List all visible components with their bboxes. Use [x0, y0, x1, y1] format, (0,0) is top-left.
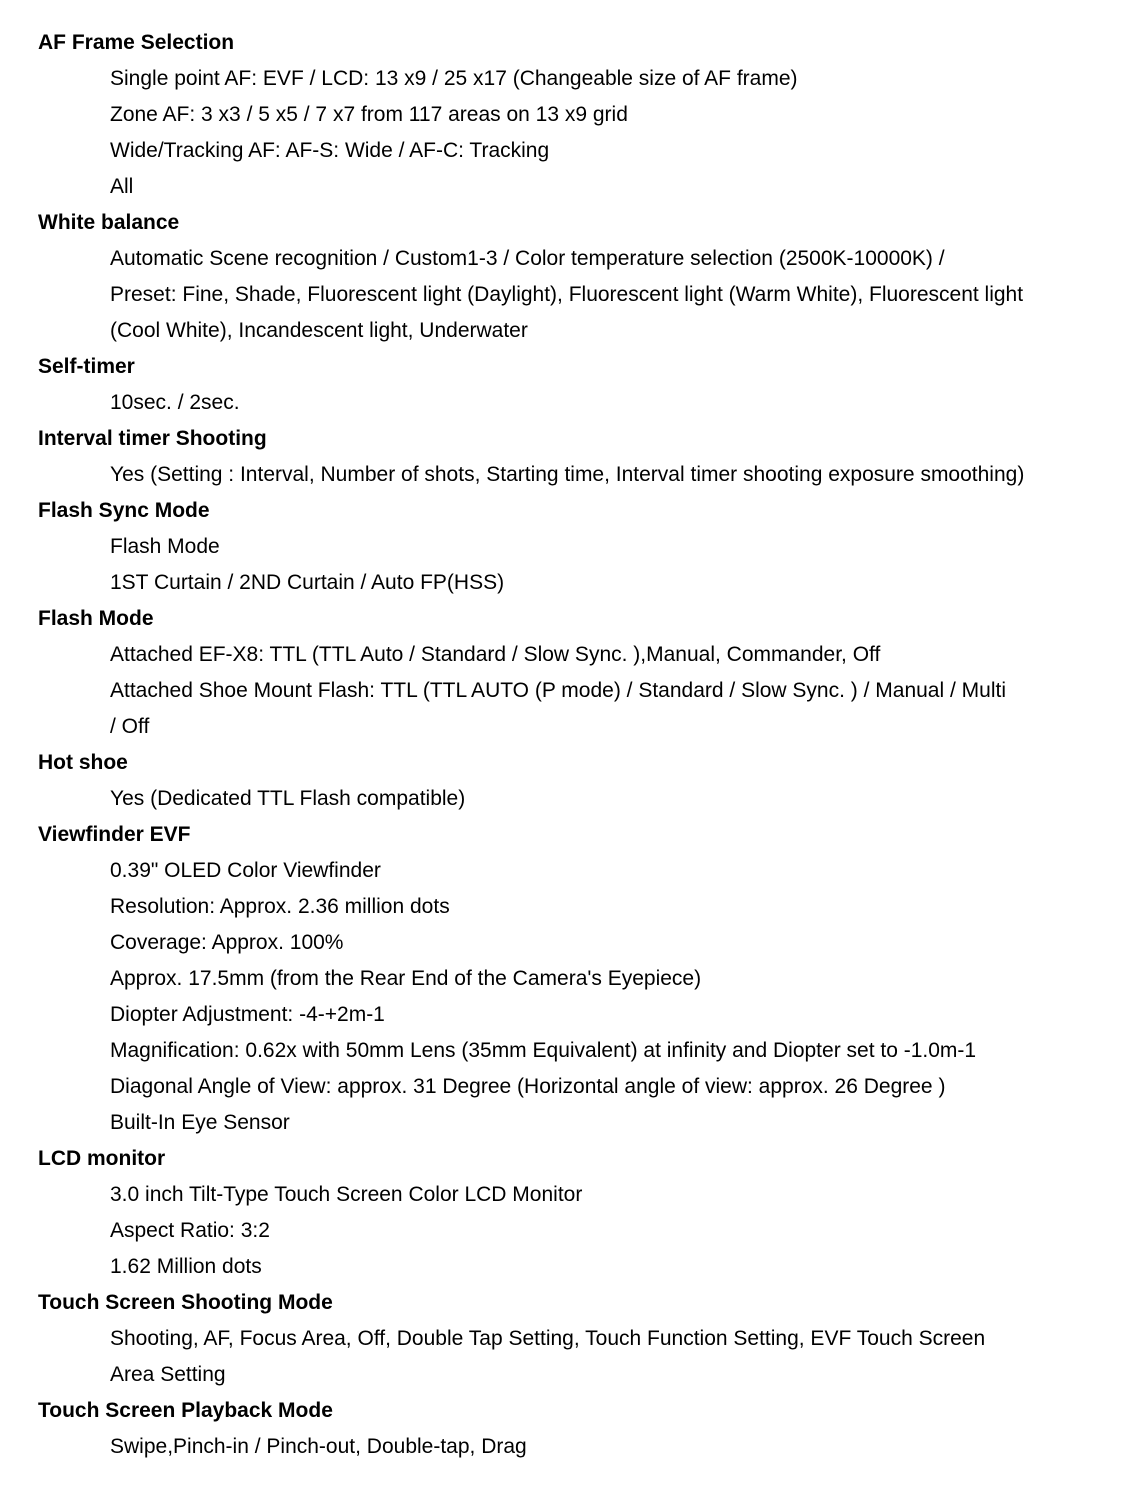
section-line: Attached Shoe Mount Flash: TTL (TTL AUTO (P mode) / Standard / Slow Sync. ) / Manual / Multi: [110, 679, 1006, 702]
section-line: Coverage: Approx. 100%: [110, 931, 344, 954]
spec-document: [38, 25, 1098, 1465]
spec-section-white-balance: [38, 205, 1098, 349]
section-line: Resolution: Approx. 2.36 million dots: [110, 895, 450, 918]
section-line: 0.39" OLED Color Viewfinder: [110, 859, 381, 882]
section-line: Area Setting: [110, 1363, 226, 1386]
section-heading: Touch Screen Shooting Mode: [38, 1291, 333, 1314]
section-heading: LCD monitor: [38, 1147, 166, 1170]
section-line: 1ST Curtain / 2ND Curtain / Auto FP(HSS): [110, 571, 505, 594]
section-heading: Hot shoe: [38, 751, 128, 774]
section-line: 3.0 inch Tilt-Type Touch Screen Color LCD Monitor: [110, 1183, 583, 1206]
spec-section-af-frame-selection: [38, 25, 1098, 205]
section-heading: Flash Mode: [38, 607, 154, 630]
section-line: Zone AF: 3 x3 / 5 x5 / 7 x7 from 117 areas on 13 x9 grid: [110, 103, 628, 126]
section-heading: Self-timer: [38, 355, 135, 378]
spec-section-hot-shoe: [38, 745, 1098, 817]
section-line: Swipe,Pinch-in / Pinch-out, Double-tap, Drag: [110, 1435, 527, 1458]
section-line: (Cool White), Incandescent light, Underwater: [110, 319, 528, 342]
section-line: Approx. 17.5mm (from the Rear End of the Camera's Eyepiece): [110, 967, 702, 990]
spec-section-lcd-monitor: [38, 1141, 1098, 1285]
section-heading: Viewfinder EVF: [38, 823, 191, 846]
section-heading: AF Frame Selection: [38, 31, 235, 54]
section-line: Aspect Ratio: 3:2: [110, 1219, 270, 1242]
spec-section-self-timer: [38, 349, 1098, 421]
section-line: Single point AF: EVF / LCD: 13 x9 / 25 x17 (Changeable size of AF frame): [110, 67, 798, 90]
section-heading: Interval timer Shooting: [38, 427, 267, 450]
spec-section-flash-sync-mode: [38, 493, 1098, 601]
section-line: Automatic Scene recognition / Custom1-3 / Color temperature selection (2500K-10000K) /: [110, 247, 945, 270]
section-line: 10sec. / 2sec.: [110, 391, 240, 414]
section-line: Attached EF-X8: TTL (TTL Auto / Standard / Slow Sync. ),Manual, Commander, Off: [110, 643, 881, 666]
section-line: Shooting, AF, Focus Area, Off, Double Tap Setting, Touch Function Setting, EVF Touch Screen: [110, 1327, 986, 1350]
section-line: Flash Mode: [110, 535, 220, 558]
section-heading: Flash Sync Mode: [38, 499, 210, 522]
section-heading: White balance: [38, 211, 180, 234]
section-line: Yes (Dedicated TTL Flash compatible): [110, 787, 466, 810]
section-line: All: [110, 175, 134, 198]
section-line: 1.62 Million dots: [110, 1255, 262, 1278]
section-line: Yes (Setting : Interval, Number of shots, Starting time, Interval timer shooting exposure smoothing): [110, 463, 1025, 486]
section-heading: Touch Screen Playback Mode: [38, 1399, 333, 1422]
section-line: Diopter Adjustment: -4-+2m-1: [110, 1003, 385, 1026]
spec-section-interval-timer: [38, 421, 1098, 493]
spec-section-viewfinder-evf: [38, 817, 1098, 1141]
section-line: / Off: [110, 715, 150, 738]
section-line: Wide/Tracking AF: AF-S: Wide / AF-C: Tracking: [110, 139, 550, 162]
spec-section-touch-playback: [38, 1393, 1098, 1465]
section-line: Diagonal Angle of View: approx. 31 Degree (Horizontal angle of view: approx. 26 Degree ): [110, 1075, 946, 1098]
section-line: Magnification: 0.62x with 50mm Lens (35mm Equivalent) at infinity and Diopter set to -1.0m-1: [110, 1039, 977, 1062]
section-line: Built-In Eye Sensor: [110, 1111, 290, 1134]
section-line: Preset: Fine, Shade, Fluorescent light (Daylight), Fluorescent light (Warm White), Fluorescent light: [110, 283, 1024, 306]
spec-section-flash-mode: [38, 601, 1098, 745]
spec-section-touch-shooting: [38, 1285, 1098, 1393]
